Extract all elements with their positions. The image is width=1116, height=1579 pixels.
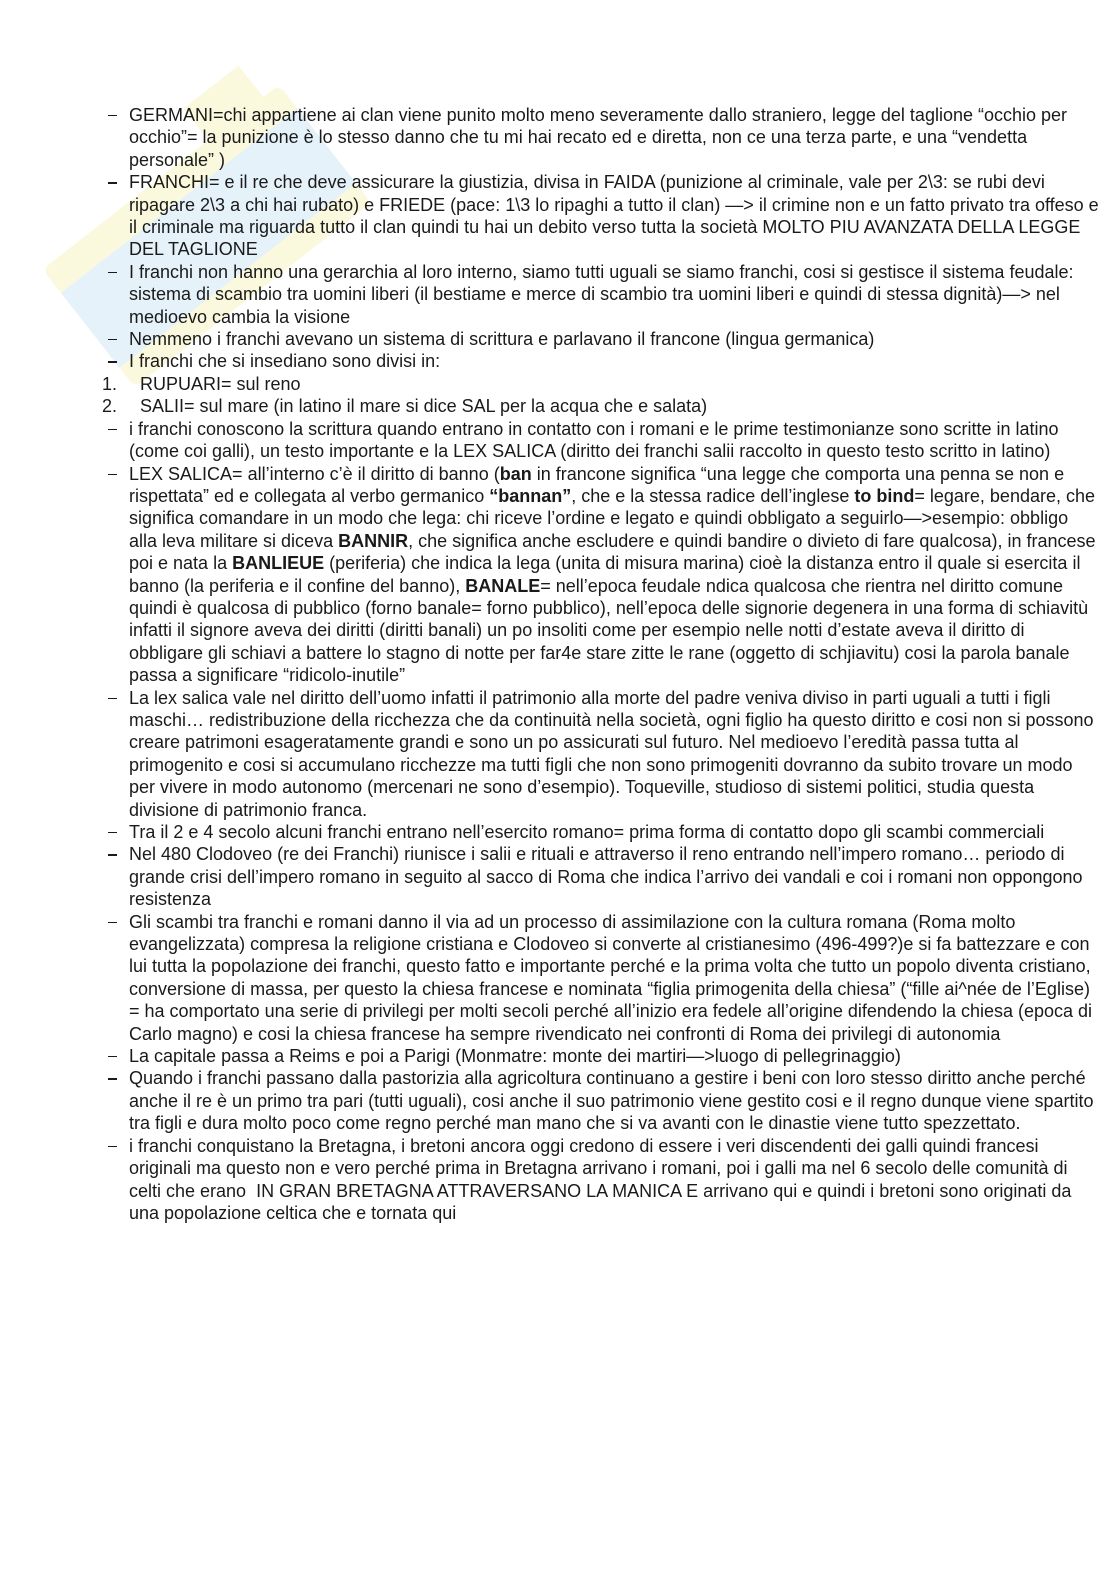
item-text: I franchi che si insediano sono divisi in:	[129, 351, 441, 372]
bullet-item	[100, 418, 1100, 463]
item-text: SALII= sul mare (in latino il mare si dice SAL per la acqua che e salata)	[140, 396, 708, 417]
item-text: I franchi non hanno una gerarchia al loro interno, siamo tutti uguali se siamo franchi, cosi si gestisce il sistema feudale: sistema di scambio tra uomini liberi (il bestiame e merce di scambio tra uomini liberi e quindi di stessa dignità)—> nel medioevo cambia la visione	[129, 261, 1074, 327]
item-text: Nemmeno i franchi avevano un sistema di scrittura e parlavano il francone (lingua germanica)	[129, 329, 875, 350]
numbered-item	[100, 373, 1100, 395]
bullet-item	[100, 261, 1100, 328]
item-text: i franchi conoscono la scrittura quando entrano in contatto con i romani e le prime testimonianze sono scritte in latino (come coi galli), un testo importante e la LEX SALICA (diritto dei franchi salii raccolto in questo testo scritto in latino)	[129, 418, 1059, 462]
item-number: 2.	[102, 396, 118, 417]
item-text: FRANCHI= e il re che deve assicurare la giustizia, divisa in FAIDA (punizione al criminale, vale per 2\3: se rubi devi ripagare 2\3 a chi hai rubato) e FRIEDE (pace: 1\3 lo ripaghi a tutto il clan) —> il crimine non e un fatto privato tra offeso e il criminale ma riguarda tutto il clan quindi tu hai un debito verso tutta la società MOLTO PIU AVANZATA DELLA LEGGE DEL TAGLIONE	[129, 172, 1099, 260]
bullet-item	[100, 328, 1100, 350]
item-text: Quando i franchi passano dalla pastorizia alla agricoltura continuano a gestire i beni con loro stesso diritto anche perché anche il re è un primo tra pari (tutti uguali), cosi anche il suo patrimonio viene gestito cosi e il regno dunque viene spartito tra figli e dura molto poco come regno perché man mano che si va avanti con le dinastie viene tutto spezzettato.	[129, 1068, 1094, 1134]
bullet-item	[100, 171, 1100, 261]
document-page	[100, 104, 1100, 1224]
bullet-item	[100, 1045, 1100, 1067]
bullet-item	[100, 350, 1100, 372]
bullet-item	[100, 687, 1100, 821]
item-text: GERMANI=chi appartiene ai clan viene punito molto meno severamente dallo straniero, legge del taglione “occhio per occhio”= la punizione è lo stesso danno che tu mi hai recato ed e diretta, non ce una terza parte, e una “vendetta personale” )	[129, 105, 1068, 170]
numbered-item	[100, 395, 1100, 417]
item-text: i franchi conquistano la Bretagna, i bretoni ancora oggi credono di essere i veri discendenti dei galli quindi francesi originali ma questo non e vero perché prima in Bretagna arrivano i romani, poi i galli ma nel 6 secolo delle comunità di celti che erano IN GRAN BRETAGNA ATTRAVERSANO LA MANICA E arrivano qui e quindi i bretoni sono originati da una popolazione celtica che e tornata qui	[129, 1135, 1072, 1223]
bullet-item	[100, 1067, 1100, 1134]
item-text: LEX SALICA= all’interno c’è il diritto di banno (ban in francone significa “una legge che comporta una penna se non e rispettata” ed e collegata al verbo germanico “bannan”, che e la stessa radice dell’inglese to bind= legare, bendare, che significa comandare in un modo che lega: chi riceve l’ordine e legato e quindi obbligato a seguirlo—>esempio: obbligo alla leva militare si diceva BANNIR, che significa anche escludere e quindi bandire o divieto di fare qualcosa), in francese poi e nata la BANLIEUE (periferia) che indica la lega (unita di misura marina) cioè la distanza entro il quale si esercita il banno (la periferia e il confine del banno), BANALE= nell’epoca feudale ndica qualcosa che rientra nel diritto comune quindi è qualcosa di pubblico (forno banale= forno pubblico), nell’epoca delle signorie degenera in una forma di schiavitù infatti il signore aveva dei diritti (diritti banali) un po insoliti come per esempio nelle notti d’estate aveva il diritto di obbligare gli schiavi a battere lo stagno di notte per far4e stare zitte le rane (oggetto di schjiavitu) cosi la parola banale passa a significare “ridicolo-inutile”	[129, 463, 1096, 686]
item-text: Gli scambi tra franchi e romani danno il via ad un processo di assimilazione con la cultura romana (Roma molto evangelizzata) compresa la religione cristiana e Clodoveo si converte al cristianesimo (496-499?)e si fa battezzare e con lui tutta la popolazione dei franchi, questo fatto e importante perché e la prima volta che tutto un popolo diventa cristiano, conversione di massa, per questo la chiesa francese e nominata “figlia primogenita della chiesa” (“fille ai^née de l’Eglise) = ha comportato una serie di privilegi per molti secoli perché all’inizio era fedele all’origine difendendo la chiesa (epoca di Carlo magno) e cosi la chiesa francese ha sempre rivendicato nei confronti di Roma dei privilegi di autonomia	[129, 911, 1093, 1044]
bullet-item	[100, 1135, 1100, 1225]
bullet-item	[100, 104, 1100, 171]
item-text: RUPUARI= sul reno	[140, 373, 301, 394]
item-text: La lex salica vale nel diritto dell’uomo infatti il patrimonio alla morte del padre veniva diviso in parti uguali a tutti i figli maschi… redistribuzione della ricchezza che da continuità nella società, ogni figlio ha questo diritto e cosi non si possono creare patrimoni esageratamente grandi e sono un po assicurati sul futuro. Nel medioevo l’eredità passa tutta al primogenito e cosi si accumulano ricchezze ma tutti figli che non sono primogeniti dovranno da subito trovare un modo per vivere in modo autonomo (mercenari ne sono d’esempio). Toqueville, studioso di sistemi politici, studia questa divisione di patrimonio franca.	[129, 687, 1094, 820]
item-number: 1.	[102, 373, 118, 394]
item-text: Tra il 2 e 4 secolo alcuni franchi entrano nell’esercito romano= prima forma di contatto dopo gli scambi commerciali	[129, 822, 1045, 842]
item-text: Nel 480 Clodoveo (re dei Franchi) riunisce i salii e rituali e attraverso il reno entrando nell’impero romano… periodo di grande crisi dell’impero romano in seguito al sacco di Roma che indica l’arrivo dei vandali e coi i romani non oppongono resistenza	[129, 844, 1083, 910]
bullet-item	[100, 911, 1100, 1045]
bullet-item	[100, 821, 1100, 843]
item-text: La capitale passa a Reims e poi a Parigi (Monmatre: monte dei martiri—>luogo di pellegrinaggio)	[129, 1046, 901, 1067]
bullet-item	[100, 463, 1100, 687]
bullet-item	[100, 843, 1100, 910]
